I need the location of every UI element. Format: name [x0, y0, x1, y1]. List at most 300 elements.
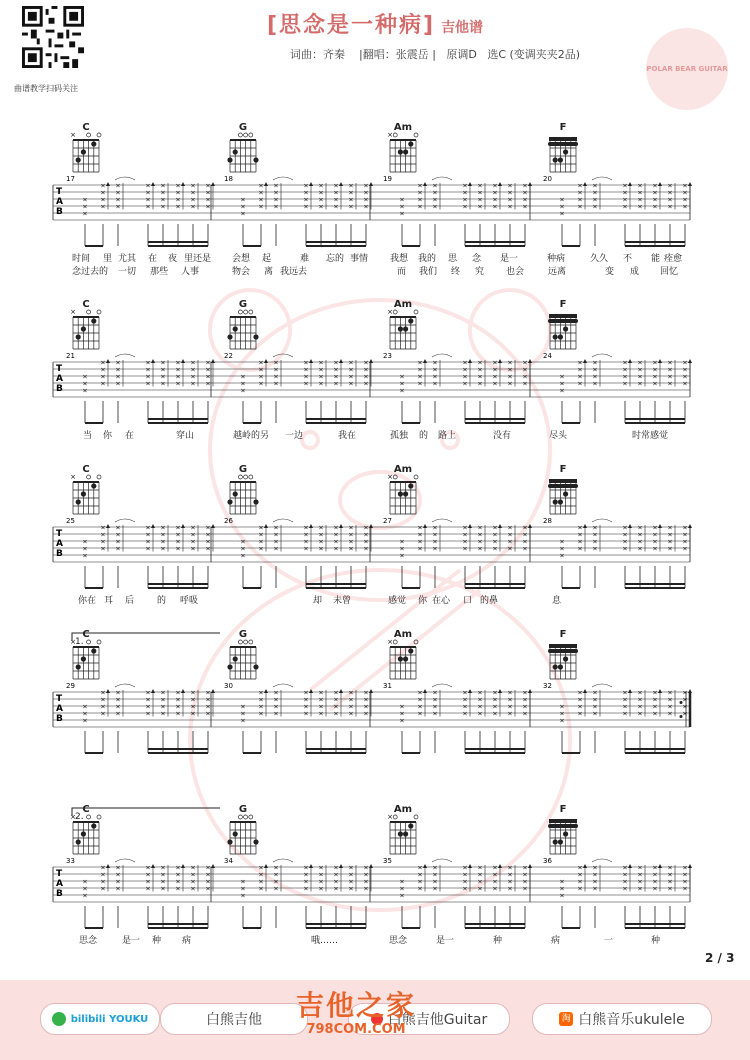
svg-text:×: ×: [477, 870, 483, 879]
measure-notation: [559, 177, 692, 246]
svg-text:×: ×: [507, 863, 513, 872]
svg-text:×: ×: [115, 544, 121, 553]
svg-text:×: ×: [175, 530, 181, 539]
svg-text:×: ×: [592, 365, 598, 374]
svg-text:×: ×: [387, 473, 393, 481]
svg-text:×: ×: [652, 372, 658, 381]
lyric-word: 息: [552, 596, 562, 606]
svg-text:×: ×: [348, 544, 354, 553]
chord-name: C: [82, 299, 90, 310]
svg-text:×: ×: [622, 181, 628, 190]
svg-text:×: ×: [522, 195, 528, 204]
svg-text:×: ×: [318, 884, 324, 893]
svg-text:×: ×: [318, 544, 324, 553]
svg-text:×: ×: [592, 702, 598, 711]
svg-text:×: ×: [145, 530, 151, 539]
svg-text:×: ×: [592, 695, 598, 704]
chord-diagram: [387, 629, 418, 679]
svg-text:×: ×: [637, 709, 643, 718]
footer-pill-taobao[interactable]: [532, 1003, 712, 1035]
svg-text:×: ×: [622, 702, 628, 711]
chord-name: Am: [393, 804, 413, 815]
svg-text:×: ×: [477, 365, 483, 374]
svg-text:×: ×: [399, 537, 405, 546]
svg-text:×: ×: [160, 877, 166, 886]
svg-text:×: ×: [522, 358, 528, 367]
svg-text:×: ×: [462, 530, 468, 539]
svg-text:×: ×: [492, 709, 498, 718]
svg-text:×: ×: [160, 537, 166, 546]
svg-text:×: ×: [417, 202, 423, 211]
svg-text:×: ×: [432, 188, 438, 197]
svg-text:×: ×: [190, 181, 196, 190]
chord-name: G: [238, 629, 248, 640]
svg-text:×: ×: [258, 188, 264, 197]
svg-text:×: ×: [637, 884, 643, 893]
svg-text:×: ×: [258, 181, 264, 190]
svg-text:×: ×: [417, 195, 423, 204]
svg-text:×: ×: [240, 372, 246, 381]
svg-text:×: ×: [115, 530, 121, 539]
svg-text:×: ×: [522, 202, 528, 211]
svg-text:×: ×: [100, 709, 106, 718]
svg-text:×: ×: [145, 702, 151, 711]
lyric-word: 在心: [432, 596, 451, 606]
svg-text:×: ×: [70, 813, 76, 821]
svg-text:×: ×: [592, 195, 598, 204]
svg-text:×: ×: [417, 884, 423, 893]
svg-text:×: ×: [522, 702, 528, 711]
svg-text:×: ×: [667, 523, 673, 532]
svg-text:×: ×: [652, 709, 658, 718]
chord-diagram: [227, 804, 258, 854]
measure-number: 36: [543, 857, 552, 865]
lyric-word: 人事: [181, 267, 200, 277]
lyric-word: 你在: [78, 596, 97, 606]
chord-name: G: [238, 122, 248, 133]
polar-bear-logo: [646, 28, 728, 110]
svg-text:×: ×: [682, 188, 688, 197]
svg-text:×: ×: [240, 379, 246, 388]
svg-text:×: ×: [667, 195, 673, 204]
svg-text:×: ×: [652, 202, 658, 211]
svg-text:×: ×: [145, 523, 151, 532]
svg-text:×: ×: [577, 188, 583, 197]
svg-text:×: ×: [492, 863, 498, 872]
svg-text:×: ×: [652, 688, 658, 697]
svg-text:×: ×: [175, 365, 181, 374]
svg-text:×: ×: [577, 877, 583, 886]
measure-number: 23: [383, 352, 392, 360]
svg-text:×: ×: [318, 202, 324, 211]
svg-text:×: ×: [637, 702, 643, 711]
svg-text:×: ×: [190, 702, 196, 711]
svg-text:×: ×: [318, 379, 324, 388]
svg-text:×: ×: [652, 181, 658, 190]
lyric-word: 时间: [72, 254, 91, 264]
svg-text:×: ×: [240, 716, 246, 725]
svg-text:×: ×: [477, 544, 483, 553]
svg-text:×: ×: [303, 379, 309, 388]
svg-text:×: ×: [462, 870, 468, 879]
svg-text:×: ×: [175, 379, 181, 388]
svg-text:×: ×: [175, 358, 181, 367]
svg-text:B: B: [56, 384, 63, 394]
measure-number: 28: [543, 517, 552, 525]
footer-bar: [0, 980, 750, 1060]
svg-text:×: ×: [477, 537, 483, 546]
chord-name: C: [82, 804, 90, 815]
svg-text:×: ×: [477, 181, 483, 190]
credits-line: 词曲：齐秦 |翻唱：张震岳 | 原调D 选C (变调夹夹2品): [290, 48, 581, 61]
svg-text:×: ×: [652, 537, 658, 546]
svg-text:×: ×: [363, 884, 369, 893]
lyric-word: 的: [157, 596, 167, 606]
measure-number: 27: [383, 517, 392, 525]
svg-text:×: ×: [477, 709, 483, 718]
svg-text:×: ×: [160, 695, 166, 704]
svg-text:×: ×: [190, 537, 196, 546]
svg-text:×: ×: [432, 688, 438, 697]
chord-name: C: [82, 629, 90, 640]
svg-text:×: ×: [82, 551, 88, 560]
svg-text:×: ×: [507, 884, 513, 893]
svg-text:×: ×: [303, 702, 309, 711]
chord-name: F: [559, 629, 567, 640]
svg-text:×: ×: [363, 188, 369, 197]
chord-diagram: [548, 464, 578, 514]
lyric-word: 未曾: [333, 596, 352, 606]
svg-text:×: ×: [348, 358, 354, 367]
lyric-word: 不: [623, 254, 633, 264]
svg-text:×: ×: [240, 551, 246, 560]
svg-text:×: ×: [82, 544, 88, 553]
chord-diagram: [227, 629, 258, 679]
svg-text:×: ×: [273, 379, 279, 388]
svg-text:×: ×: [363, 530, 369, 539]
chord-diagram: [70, 464, 101, 514]
measure-number: 25: [66, 517, 75, 525]
svg-text:×: ×: [522, 372, 528, 381]
svg-text:×: ×: [240, 709, 246, 718]
svg-text:×: ×: [190, 365, 196, 374]
svg-text:×: ×: [258, 537, 264, 546]
svg-text:×: ×: [577, 379, 583, 388]
svg-text:×: ×: [577, 863, 583, 872]
lyric-word: 病: [182, 936, 192, 946]
measure-number: 22: [224, 352, 233, 360]
svg-text:×: ×: [240, 877, 246, 886]
svg-text:×: ×: [637, 863, 643, 872]
lyric-word: 呼吸: [180, 596, 199, 606]
svg-text:×: ×: [145, 537, 151, 546]
svg-text:×: ×: [559, 372, 565, 381]
svg-text:×: ×: [492, 702, 498, 711]
svg-text:×: ×: [592, 870, 598, 879]
svg-text:×: ×: [205, 365, 211, 374]
svg-text:×: ×: [399, 209, 405, 218]
svg-text:×: ×: [145, 695, 151, 704]
lyric-word: 是一: [122, 936, 141, 946]
svg-text:×: ×: [258, 702, 264, 711]
svg-text:×: ×: [115, 877, 121, 886]
svg-text:×: ×: [258, 884, 264, 893]
svg-text:×: ×: [115, 523, 121, 532]
svg-text:×: ×: [205, 877, 211, 886]
svg-text:×: ×: [667, 877, 673, 886]
svg-text:×: ×: [190, 870, 196, 879]
svg-text:×: ×: [637, 877, 643, 886]
svg-text:×: ×: [348, 688, 354, 697]
svg-text:×: ×: [82, 891, 88, 900]
svg-text:×: ×: [100, 181, 106, 190]
svg-text:×: ×: [145, 181, 151, 190]
svg-text:×: ×: [348, 372, 354, 381]
svg-text:×: ×: [592, 358, 598, 367]
lyric-word: 是一: [500, 254, 519, 264]
svg-text:×: ×: [273, 358, 279, 367]
svg-text:×: ×: [559, 716, 565, 725]
svg-text:×: ×: [205, 870, 211, 879]
svg-text:×: ×: [507, 181, 513, 190]
svg-text:×: ×: [652, 695, 658, 704]
svg-text:×: ×: [622, 372, 628, 381]
svg-text:×: ×: [175, 188, 181, 197]
svg-text:×: ×: [100, 195, 106, 204]
footer-pill-baixiong-guitar[interactable]: [160, 1003, 308, 1035]
svg-text:×: ×: [462, 379, 468, 388]
svg-text:×: ×: [333, 688, 339, 697]
svg-text:×: ×: [82, 877, 88, 886]
svg-text:×: ×: [462, 365, 468, 374]
lyric-word: 种: [152, 936, 162, 946]
svg-text:×: ×: [333, 530, 339, 539]
svg-text:×: ×: [462, 884, 468, 893]
svg-text:×: ×: [432, 709, 438, 718]
svg-text:×: ×: [205, 544, 211, 553]
svg-text:×: ×: [507, 537, 513, 546]
lyric-word: 路上: [438, 431, 457, 441]
svg-text:×: ×: [333, 372, 339, 381]
svg-text:×: ×: [682, 202, 688, 211]
svg-text:×: ×: [348, 195, 354, 204]
svg-text:×: ×: [682, 379, 688, 388]
svg-text:×: ×: [82, 537, 88, 546]
svg-text:×: ×: [399, 891, 405, 900]
svg-text:×: ×: [559, 891, 565, 900]
svg-text:×: ×: [637, 544, 643, 553]
svg-text:×: ×: [652, 523, 658, 532]
svg-text:×: ×: [145, 544, 151, 553]
svg-text:×: ×: [333, 181, 339, 190]
social-links-pill[interactable]: [40, 1003, 160, 1035]
svg-text:×: ×: [682, 358, 688, 367]
svg-text:×: ×: [432, 372, 438, 381]
svg-text:×: ×: [70, 308, 76, 316]
lyric-word: 穿山: [176, 431, 195, 441]
svg-text:×: ×: [477, 188, 483, 197]
svg-text:×: ×: [205, 181, 211, 190]
svg-text:×: ×: [160, 688, 166, 697]
svg-text:×: ×: [399, 195, 405, 204]
chord-name: F: [559, 804, 567, 815]
svg-text:×: ×: [492, 372, 498, 381]
svg-text:×: ×: [682, 695, 688, 704]
svg-text:×: ×: [333, 188, 339, 197]
measure-notation: [240, 684, 373, 753]
svg-text:×: ×: [417, 702, 423, 711]
svg-text:×: ×: [477, 877, 483, 886]
svg-text:×: ×: [258, 688, 264, 697]
svg-text:×: ×: [363, 863, 369, 872]
svg-text:×: ×: [333, 365, 339, 374]
svg-text:×: ×: [492, 358, 498, 367]
svg-text:×: ×: [348, 877, 354, 886]
svg-text:×: ×: [303, 695, 309, 704]
svg-text:×: ×: [637, 372, 643, 381]
svg-text:×: ×: [348, 188, 354, 197]
chord-name: Am: [393, 629, 413, 640]
svg-text:×: ×: [522, 884, 528, 893]
svg-text:×: ×: [507, 365, 513, 374]
lyric-word: 一切: [118, 267, 137, 277]
svg-text:×: ×: [333, 709, 339, 718]
lyric-word: 思念: [79, 936, 98, 946]
svg-text:×: ×: [240, 209, 246, 218]
svg-text:×: ×: [240, 386, 246, 395]
svg-text:×: ×: [577, 702, 583, 711]
svg-text:×: ×: [303, 365, 309, 374]
svg-text:×: ×: [462, 688, 468, 697]
svg-text:×: ×: [559, 551, 565, 560]
svg-text:×: ×: [303, 181, 309, 190]
svg-text:×: ×: [492, 695, 498, 704]
chord-diagram: [548, 299, 578, 349]
svg-text:×: ×: [205, 358, 211, 367]
lyric-word: 成: [630, 267, 640, 277]
svg-text:×: ×: [682, 523, 688, 532]
svg-text:×: ×: [273, 523, 279, 532]
lyric-word: 久久: [590, 254, 609, 264]
measure-number: 24: [543, 352, 552, 360]
svg-text:×: ×: [145, 365, 151, 374]
svg-text:×: ×: [432, 530, 438, 539]
svg-text:×: ×: [432, 379, 438, 388]
svg-text:×: ×: [682, 877, 688, 886]
svg-text:B: B: [56, 889, 63, 899]
svg-text:×: ×: [637, 181, 643, 190]
svg-text:×: ×: [559, 379, 565, 388]
svg-text:×: ×: [115, 358, 121, 367]
svg-text:×: ×: [667, 695, 673, 704]
svg-text:×: ×: [115, 870, 121, 879]
svg-text:×: ×: [592, 544, 598, 553]
svg-text:T: T: [56, 869, 63, 879]
svg-text:×: ×: [318, 188, 324, 197]
svg-text:B: B: [56, 714, 63, 724]
svg-text:×: ×: [82, 884, 88, 893]
svg-text:×: ×: [145, 188, 151, 197]
svg-text:×: ×: [175, 863, 181, 872]
svg-text:×: ×: [522, 523, 528, 532]
svg-text:×: ×: [492, 195, 498, 204]
svg-text:×: ×: [492, 884, 498, 893]
lyric-word: 夜: [168, 254, 178, 264]
measure-notation: [82, 859, 215, 928]
svg-text:×: ×: [318, 695, 324, 704]
svg-text:×: ×: [348, 379, 354, 388]
footer-pill-label: 白熊音乐ukulele: [578, 1012, 685, 1028]
measure-notation: [82, 519, 215, 588]
svg-text:×: ×: [175, 523, 181, 532]
svg-text:×: ×: [432, 884, 438, 893]
lyric-word: 难: [300, 254, 310, 264]
measure-notation: [559, 354, 692, 423]
svg-text:×: ×: [160, 884, 166, 893]
lyric-word: 尤其: [118, 254, 137, 264]
svg-text:×: ×: [577, 537, 583, 546]
svg-text:×: ×: [100, 523, 106, 532]
svg-text:×: ×: [399, 372, 405, 381]
svg-text:×: ×: [462, 702, 468, 711]
svg-text:×: ×: [507, 688, 513, 697]
svg-text:×: ×: [492, 379, 498, 388]
lyric-word: 越岭的另: [233, 431, 270, 441]
svg-text:×: ×: [592, 863, 598, 872]
svg-text:×: ×: [622, 709, 628, 718]
svg-text:×: ×: [190, 379, 196, 388]
lyric-word: 念: [472, 254, 482, 264]
svg-text:×: ×: [205, 709, 211, 718]
svg-text:×: ×: [303, 863, 309, 872]
svg-text:×: ×: [318, 195, 324, 204]
chord-name: F: [559, 299, 567, 310]
svg-text:×: ×: [205, 695, 211, 704]
svg-text:×: ×: [577, 358, 583, 367]
svg-text:×: ×: [682, 688, 688, 697]
svg-text:×: ×: [622, 537, 628, 546]
svg-text:×: ×: [637, 188, 643, 197]
svg-text:×: ×: [559, 709, 565, 718]
svg-text:×: ×: [348, 523, 354, 532]
svg-text:×: ×: [273, 702, 279, 711]
lyric-word: 一边: [285, 431, 304, 441]
svg-text:×: ×: [160, 523, 166, 532]
svg-text:×: ×: [318, 863, 324, 872]
svg-text:×: ×: [160, 530, 166, 539]
svg-text:×: ×: [417, 379, 423, 388]
svg-text:×: ×: [258, 530, 264, 539]
measure-number: 33: [66, 857, 75, 865]
lyric-word: 我的: [418, 254, 437, 264]
svg-text:×: ×: [258, 523, 264, 532]
lyric-word: 我远去: [280, 267, 308, 277]
svg-text:×: ×: [145, 870, 151, 879]
svg-text:×: ×: [100, 544, 106, 553]
lyric-word: 我想: [390, 254, 409, 264]
svg-text:×: ×: [507, 695, 513, 704]
svg-text:×: ×: [667, 188, 673, 197]
svg-text:×: ×: [507, 877, 513, 886]
svg-text:×: ×: [462, 863, 468, 872]
svg-text:×: ×: [399, 884, 405, 893]
qr-caption: 曲谱教学扫码关注: [14, 84, 78, 93]
svg-text:×: ×: [303, 537, 309, 546]
lyric-word: 回忆: [660, 267, 679, 277]
site-url: 798COM.COM: [306, 1022, 406, 1037]
svg-text:×: ×: [507, 544, 513, 553]
svg-text:×: ×: [592, 202, 598, 211]
